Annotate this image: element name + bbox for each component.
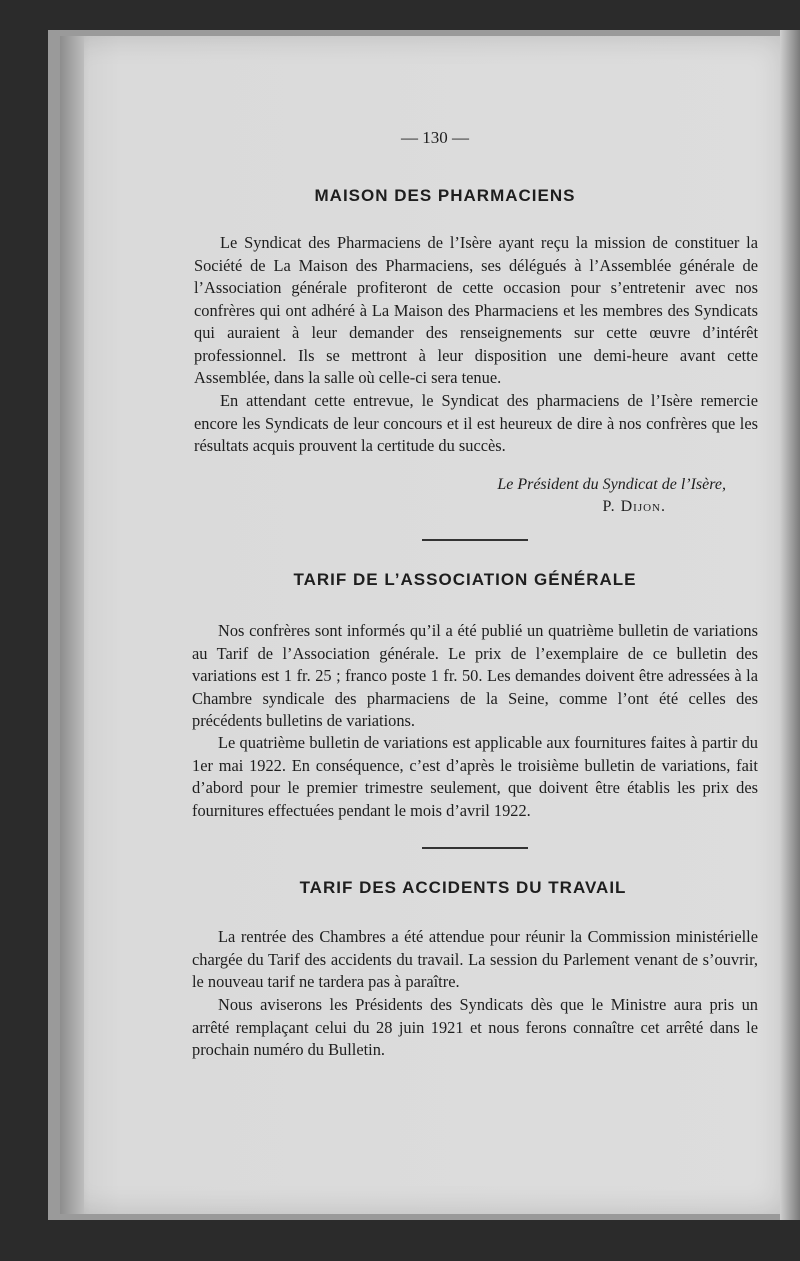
paragraph-tarif-1: Nos confrères sont informés qu’il a été publié un quatrième bulletin de variations au Tarif de l’Association générale. Le prix de l’exemplaire de ce bulletin des variations est 1 fr. 25 ; franco poste 1 fr. 50. Les demandes doivent être adressées à la Chambre syndicale des pharmaciens de la Seine, comme l’ont été celles des précédents bulletins de variations. — [192, 621, 758, 730]
signature-name: P. Dijon. — [602, 498, 666, 515]
section-divider — [422, 847, 528, 849]
section-divider — [422, 539, 528, 541]
paragraph-tarif-2: Le quatrième bulletin de variations est applicable aux fournitures faites à partir du 1er mai 1922. En conséquence, c’est d’après le troisième bulletin de variations, fait d’abord pour le premier trimestre seulement, que doivent être établis les prix des fournitures effectuées pendant le mois d’avril 1922. — [192, 733, 758, 820]
page-content — [192, 128, 758, 1059]
page-right-edge — [780, 30, 800, 1220]
section-title-accidents-travail: TARIF DES ACCIDENTS DU TRAVAIL — [299, 878, 627, 897]
section-title-tarif-association: TARIF DE L’ASSOCIATION GÉNÉRALE — [293, 570, 637, 589]
paragraph-accidents-2: Nous aviserons les Présidents des Syndicats dès que le Ministre aura pris un arrêté remplaçant celui du 28 juin 1921 et nous ferons connaître cet arrêté dans le prochain numéro du Bulletin. — [192, 995, 758, 1059]
paragraph-accidents-1: La rentrée des Chambres a été attendue pour réunir la Commission ministérielle chargée du Tarif des accidents du travail. La session du Parlement venant de s’ouvrir, le nouveau tarif ne tardera pas à paraître. — [192, 927, 758, 991]
signature-role: Le Président du Syndicat de l’Isère, — [497, 476, 726, 493]
section-title-maison: MAISON DES PHARMACIENS — [314, 186, 576, 205]
page-number: — 130 — — [401, 128, 469, 147]
paragraph-maison-1: Le Syndicat des Pharmaciens de l’Isère ayant reçu la mission de constituer la Société de La Maison des Pharmaciens, ses délégués à l’Assemblée générale de l’Association générale profiteront de cette occasion pour s’entretenir avec nos confrères qui ont adhéré à La Maison des Pharmaciens et les membres des Syndicats qui auraient à leur demander des renseignements sur cette œuvre d’intérêt professionnel. Ils se mettront à leur disposition une demi-heure avant cette Assemblée, dans la salle où celle-ci sera tenue. — [194, 233, 758, 387]
signature-block — [192, 474, 758, 518]
page-binding-edge — [60, 36, 84, 1214]
paragraph-maison-2: En attendant cette entrevue, le Syndicat des pharmaciens de l’Isère remercie encore les Syndicats de leur concours et il est heureux de dire à nos confrères que les résultats acquis prouvent la certitude du succès. — [194, 391, 758, 455]
